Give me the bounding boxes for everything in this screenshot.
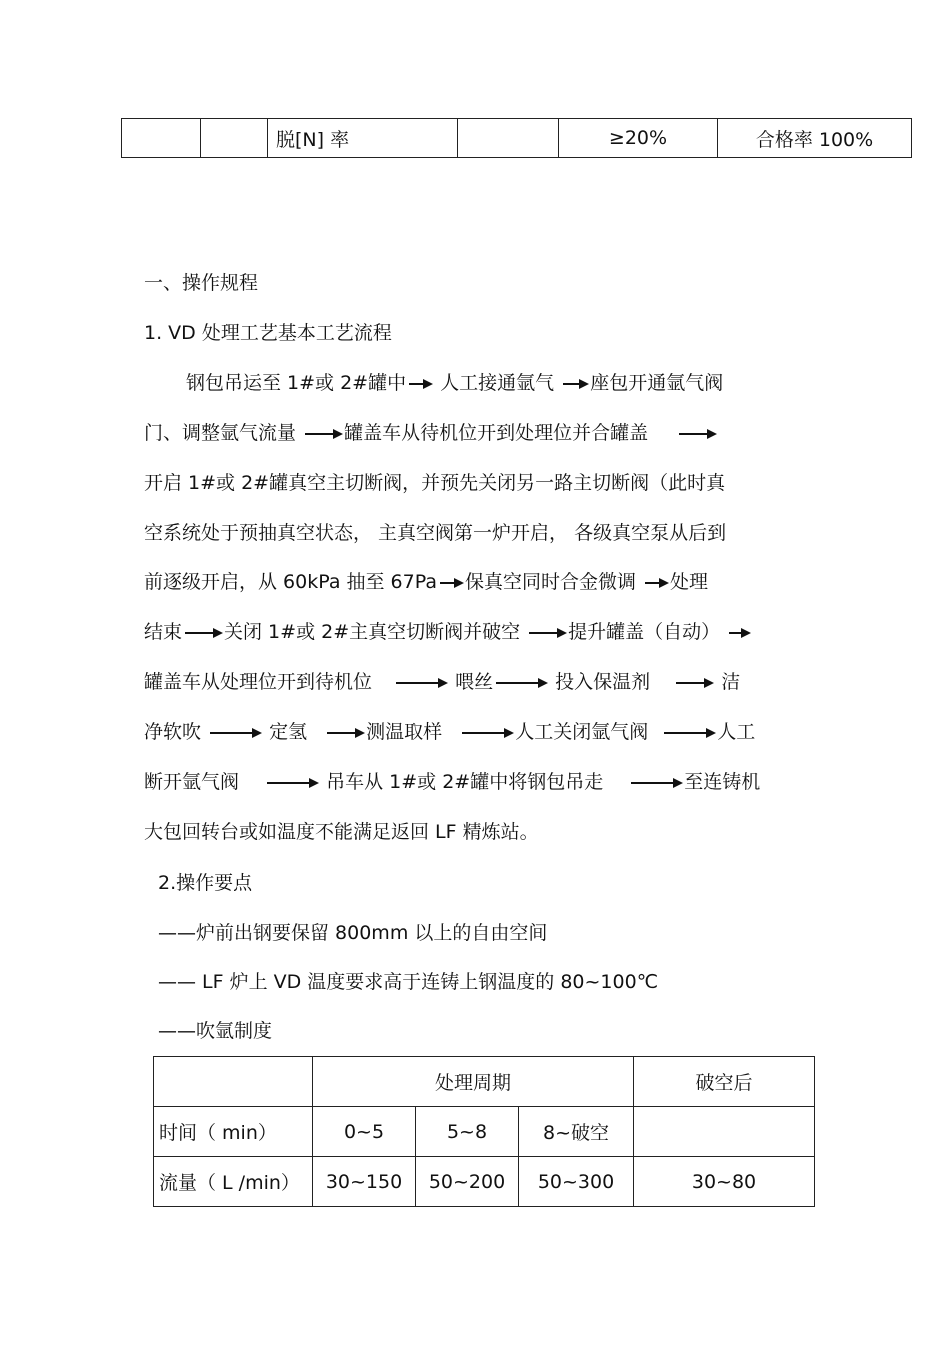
flow-step: 罐盖车从待机位开到处理位并合罐盖 [344, 422, 649, 444]
flow-step: 结束 [144, 621, 183, 643]
arrow-icon [529, 632, 565, 634]
flow-step: 保真空同时合金微调 [464, 571, 636, 593]
arrow-icon [409, 383, 431, 385]
flow-step: 处理 [670, 571, 709, 593]
flow-step: 至连铸机 [684, 771, 761, 793]
arrow-icon [729, 632, 749, 634]
flow-step: 座包开通氩气阀 [590, 372, 724, 394]
point-item: —— LF 炉上 VD 温度要求高于连铸上钢温度的 80~100℃ [158, 971, 659, 993]
subsection-title: 1. VD 处理工艺基本工艺流程 [144, 322, 392, 344]
table-row [154, 1057, 815, 1107]
flow-line [144, 569, 708, 595]
arrow-icon [185, 632, 221, 634]
arrow-icon [267, 782, 317, 784]
flow-line [144, 769, 760, 795]
flow-step: 定氢 [269, 721, 308, 743]
table-cell: 合格率 100% [718, 119, 912, 158]
table-cell [634, 1107, 815, 1157]
flow-line [186, 370, 723, 396]
flow-step: 罐盖车从处理位开到待机位 [144, 671, 373, 693]
arrow-icon [396, 682, 446, 684]
arrow-icon [631, 782, 681, 784]
table-cell: 脱[N] 率 [268, 119, 458, 158]
table-cell: ≥20% [559, 119, 718, 158]
flow-line [144, 420, 718, 446]
section-title: 一、操作规程 [144, 272, 259, 294]
flow-step: 投入保温剂 [555, 671, 651, 693]
table-cell: 5~8 [416, 1107, 519, 1157]
flow-step: 净软吹 [144, 721, 202, 743]
arrow-icon [462, 732, 512, 734]
flow-step: 喂丝 [455, 671, 494, 693]
table-header-cell: 处理周期 [313, 1057, 634, 1107]
point-item: ——炉前出钢要保留 800mm 以上的自由空间 [158, 922, 548, 944]
table-cell [122, 119, 201, 158]
arrow-icon [664, 732, 714, 734]
table-cell [201, 119, 268, 158]
flow-step: 关闭 1#或 2#主真空切断阀并破空 [224, 621, 521, 643]
subsection-title: 2.操作要点 [158, 872, 253, 894]
table-cell: 8~破空 [519, 1107, 634, 1157]
table-cell: 30~150 [313, 1157, 416, 1207]
arrow-icon [210, 732, 260, 734]
arrow-icon [563, 383, 587, 385]
arrow-icon [676, 682, 712, 684]
flow-step: 人工关闭氩气阀 [515, 721, 649, 743]
arrow-icon [679, 433, 715, 435]
arrow-icon [645, 582, 667, 584]
flow-step: 人工 [717, 721, 756, 743]
table-cell: 流量（ L /min） [154, 1157, 313, 1207]
flow-step: 人工接通氩气 [440, 372, 555, 394]
flow-step: 吊车从 1#或 2#罐中将钢包吊走 [326, 771, 604, 793]
table-cell [458, 119, 559, 158]
table-cell [154, 1057, 313, 1107]
flow-line: 开启 1#或 2#罐真空主切断阀，并预先关闭另一路主切断阀（此时真 [144, 472, 726, 494]
top-table [121, 118, 912, 158]
table-cell: 50~200 [416, 1157, 519, 1207]
flow-line: 空系统处于预抽真空状态， 主真空阀第一炉开启， 各级真空泵从后到 [144, 522, 727, 544]
point-item: ——吹氩制度 [158, 1020, 273, 1042]
arrow-icon [496, 682, 546, 684]
flow-line: 大包回转台或如温度不能满足返回 LF 精炼站。 [144, 821, 539, 843]
flow-step: 前逐级开启，从 60kPa 抽至 67Pa [144, 571, 437, 593]
flow-step: 洁 [721, 671, 741, 693]
flow-step: 钢包吊运至 1#或 2#罐中 [186, 372, 407, 394]
table-cell: 50~300 [519, 1157, 634, 1207]
table-row [154, 1107, 815, 1157]
table-row [122, 119, 912, 158]
table-cell: 30~80 [634, 1157, 815, 1207]
table-cell: 0~5 [313, 1107, 416, 1157]
flow-step: 断开氩气阀 [144, 771, 240, 793]
arrow-icon [440, 582, 462, 584]
arrow-icon [327, 732, 363, 734]
table-row [154, 1157, 815, 1207]
flow-step: 测温取样 [366, 721, 443, 743]
flow-step: 门、调整氩气流量 [144, 422, 297, 444]
argon-table [153, 1056, 815, 1207]
flow-line [144, 619, 752, 645]
flow-line [144, 669, 740, 695]
table-cell: 时间（ min） [154, 1107, 313, 1157]
arrow-icon [305, 433, 341, 435]
flow-line [144, 719, 755, 745]
flow-step: 提升罐盖（自动） [568, 621, 721, 643]
table-header-cell: 破空后 [634, 1057, 815, 1107]
